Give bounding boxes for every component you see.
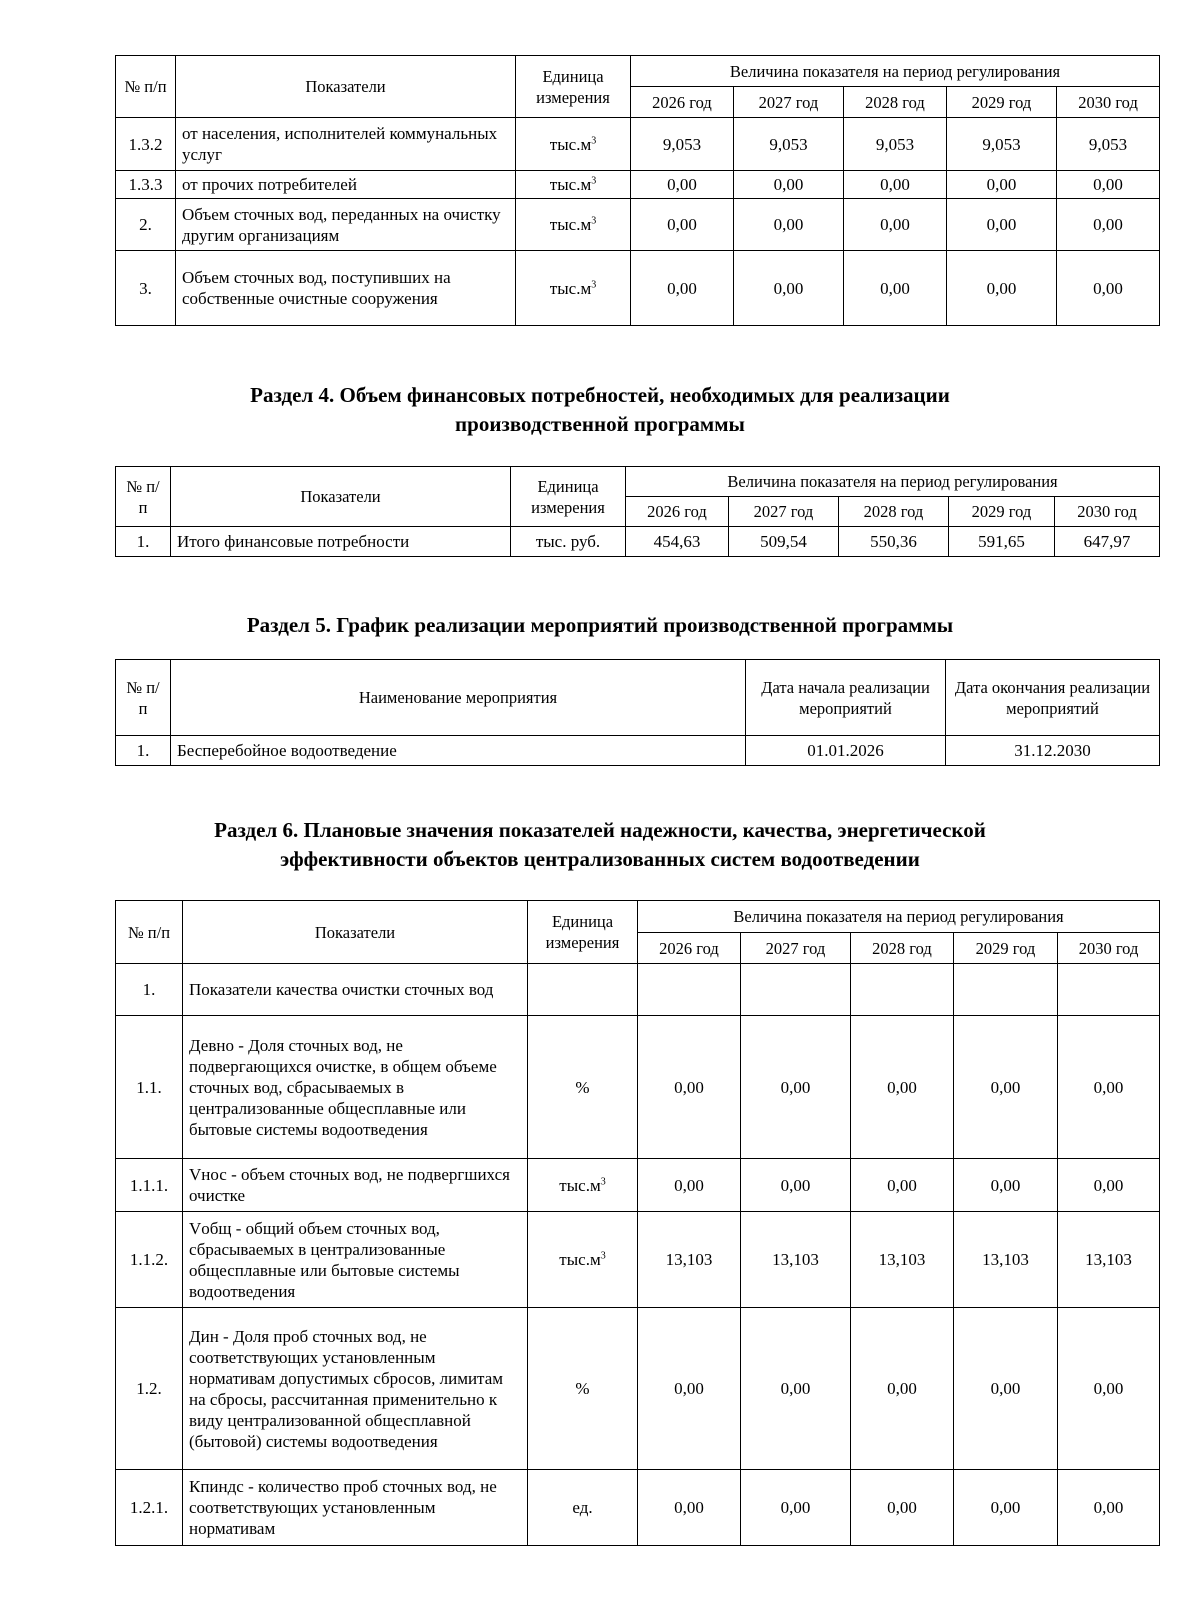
row-value: 0,00 [1058, 1308, 1160, 1470]
row-unit: % [528, 1016, 638, 1159]
table-row [116, 736, 1160, 766]
row-num: 1.3.2 [116, 118, 176, 171]
row-value: 0,00 [741, 1470, 851, 1546]
row-name: Показатели качества очистки сточных вод [183, 964, 528, 1016]
row-num: 1.3.3 [116, 171, 176, 199]
row-value: 0,00 [741, 1308, 851, 1470]
row-value: 647,97 [1055, 527, 1160, 557]
row-value: 13,103 [851, 1212, 954, 1308]
row-value: 9,053 [1057, 118, 1160, 171]
row-value: 0,00 [638, 1308, 741, 1470]
row-value [741, 964, 851, 1016]
row-value: 0,00 [638, 1016, 741, 1159]
row-value: 0,00 [954, 1016, 1058, 1159]
table-row [116, 118, 1160, 171]
row-end-date: 31.12.2030 [946, 736, 1160, 766]
row-value: 0,00 [947, 199, 1057, 251]
row-name: Итого финансовые потребности [171, 527, 511, 557]
table-row [116, 1470, 1160, 1546]
row-unit: $тыс.м^3$ [516, 118, 631, 171]
row-num: 1.2.1. [116, 1470, 183, 1546]
row-num: 1.1. [116, 1016, 183, 1159]
row-value [851, 964, 954, 1016]
row-unit: $тыс.м^3$ [516, 199, 631, 251]
row-unit: ед. [528, 1470, 638, 1546]
header-value-period: Величина показателя на период регулирования [626, 467, 1160, 497]
table-financial-needs [115, 466, 1160, 557]
header-num: № п/п [116, 660, 171, 736]
row-value: 0,00 [844, 171, 947, 199]
table-schedule [115, 659, 1160, 766]
row-value: 0,00 [954, 1308, 1058, 1470]
row-name: Vобщ - общий объем сточных вод, сбрасываемых в централизованные общесплавные или бытовые системы водоотведения [183, 1212, 528, 1308]
row-value [954, 964, 1058, 1016]
row-value: 0,00 [1058, 1159, 1160, 1212]
row-value: 0,00 [1058, 1470, 1160, 1546]
row-value [638, 964, 741, 1016]
row-num: 2. [116, 199, 176, 251]
row-value: 0,00 [844, 251, 947, 326]
header-year: 2028 год [844, 87, 947, 118]
row-value [1058, 964, 1160, 1016]
row-value: 13,103 [741, 1212, 851, 1308]
row-name: от населения, исполнителей коммунальных услуг [176, 118, 516, 171]
header-year: 2027 год [741, 933, 851, 964]
table-row [116, 527, 1160, 557]
row-value: 0,00 [844, 199, 947, 251]
row-value: 0,00 [1057, 199, 1160, 251]
row-value: 0,00 [947, 251, 1057, 326]
table-row [116, 1308, 1160, 1470]
header-event-name: Наименование мероприятия [171, 660, 746, 736]
header-unit: Единица измерения [511, 467, 626, 527]
table-row [116, 1212, 1160, 1308]
row-name: Vнос - объем сточных вод, не подвергшихся очистке [183, 1159, 528, 1212]
row-name: Бесперебойное водоотведение [171, 736, 746, 766]
row-value: 9,053 [734, 118, 844, 171]
row-value: 0,00 [954, 1159, 1058, 1212]
row-name: Объем сточных вод, поступивших на собственные очистные сооружения [176, 251, 516, 326]
row-value: 0,00 [851, 1308, 954, 1470]
row-unit: $тыс.м^3$ [528, 1212, 638, 1308]
row-value: 0,00 [631, 171, 734, 199]
header-value-period: Величина показателя на период регулирования [638, 901, 1160, 933]
header-year: 2027 год [734, 87, 844, 118]
row-unit: $тыс.м^3$ [516, 171, 631, 199]
row-value: 0,00 [954, 1470, 1058, 1546]
header-year: 2028 год [839, 497, 949, 527]
row-value: 0,00 [851, 1470, 954, 1546]
row-value: 0,00 [638, 1159, 741, 1212]
row-unit: % [528, 1308, 638, 1470]
header-year: 2028 год [851, 933, 954, 964]
header-num: № п/п [116, 467, 171, 527]
row-num: 1.2. [116, 1308, 183, 1470]
header-year: 2029 год [949, 497, 1055, 527]
row-value: 0,00 [734, 251, 844, 326]
header-year: 2030 год [1055, 497, 1160, 527]
row-value: 0,00 [947, 171, 1057, 199]
table-reliability-indicators [115, 900, 1160, 1546]
row-value: 0,00 [631, 251, 734, 326]
header-year: 2030 год [1058, 933, 1160, 964]
row-name: Кпиндс - количество проб сточных вод, не соответствующих установленным нормативам [183, 1470, 528, 1546]
row-value: 550,36 [839, 527, 949, 557]
table-row [116, 199, 1160, 251]
header-year: 2027 год [729, 497, 839, 527]
row-value: 0,00 [734, 171, 844, 199]
section-6-title: Раздел 6. Плановые значения показателей надежности, качества, энергетической эффективности объектов централизованных систем водоотведении [214, 818, 986, 871]
header-year: 2030 год [1057, 87, 1160, 118]
header-year: 2026 год [631, 87, 734, 118]
row-name: от прочих потребителей [176, 171, 516, 199]
header-indicators: Показатели [171, 467, 511, 527]
header-indicators: Показатели [183, 901, 528, 964]
row-value: 454,63 [626, 527, 729, 557]
row-value: 13,103 [638, 1212, 741, 1308]
row-value: 0,00 [851, 1016, 954, 1159]
header-num: № п/п [116, 901, 183, 964]
row-num: 1.1.1. [116, 1159, 183, 1212]
row-unit: $тыс.м^3$ [516, 251, 631, 326]
header-end-date: Дата окончания реализации мероприятий [946, 660, 1160, 736]
table-row [116, 964, 1160, 1016]
row-unit: $тыс.м^3$ [528, 1159, 638, 1212]
header-indicators: Показатели [176, 56, 516, 118]
row-value: 0,00 [631, 199, 734, 251]
row-value: 0,00 [734, 199, 844, 251]
row-num: 1. [116, 527, 171, 557]
table-row [116, 251, 1160, 326]
row-value: 9,053 [844, 118, 947, 171]
header-year: 2029 год [954, 933, 1058, 964]
row-name: Дин - Доля проб сточных вод, не соответствующих установленным нормативам допустимых сбросов, лимитам на сбросы, рассчитанная применительно к виду централизованной общесплавной (бытовой) системы водоотведения [183, 1308, 528, 1470]
row-start-date: 01.01.2026 [746, 736, 946, 766]
table-row [116, 171, 1160, 199]
row-num: 1. [116, 736, 171, 766]
row-value: 13,103 [954, 1212, 1058, 1308]
row-value: 0,00 [1057, 171, 1160, 199]
header-year: 2029 год [947, 87, 1057, 118]
header-num: № п/п [116, 56, 176, 118]
header-year: 2026 год [626, 497, 729, 527]
header-unit: Единица измерения [528, 901, 638, 964]
row-name: Девно - Доля сточных вод, не подвергающихся очистке, в общем объеме сточных вод, сбрасываемых в централизованные общесплавные или бытовые системы водоотведения [183, 1016, 528, 1159]
row-value: 13,103 [1058, 1212, 1160, 1308]
table-row [116, 1159, 1160, 1212]
row-value: 9,053 [631, 118, 734, 171]
row-unit: тыс. руб. [511, 527, 626, 557]
header-year: 2026 год [638, 933, 741, 964]
row-value: 0,00 [1058, 1016, 1160, 1159]
section-5-title: Раздел 5. График реализации мероприятий производственной программы [246, 613, 954, 637]
table-indicators-continued [115, 55, 1160, 326]
row-value: 0,00 [1057, 251, 1160, 326]
row-value: 9,053 [947, 118, 1057, 171]
row-num: 3. [116, 251, 176, 326]
row-num: 1. [116, 964, 183, 1016]
row-value: 0,00 [638, 1470, 741, 1546]
header-value-period: Величина показателя на период регулирования [631, 56, 1160, 87]
table-row [116, 1016, 1160, 1159]
row-unit [528, 964, 638, 1016]
row-value: 0,00 [741, 1159, 851, 1212]
row-name: Объем сточных вод, переданных на очистку другим организациям [176, 199, 516, 251]
row-value: 0,00 [741, 1016, 851, 1159]
row-value: 591,65 [949, 527, 1055, 557]
section-4-title: Раздел 4. Объем финансовых потребностей, необходимых для реализации производственной программы [250, 383, 950, 436]
row-num: 1.1.2. [116, 1212, 183, 1308]
header-unit: Единица измерения [516, 56, 631, 118]
row-value: 0,00 [851, 1159, 954, 1212]
header-start-date: Дата начала реализации мероприятий [746, 660, 946, 736]
row-value: 509,54 [729, 527, 839, 557]
